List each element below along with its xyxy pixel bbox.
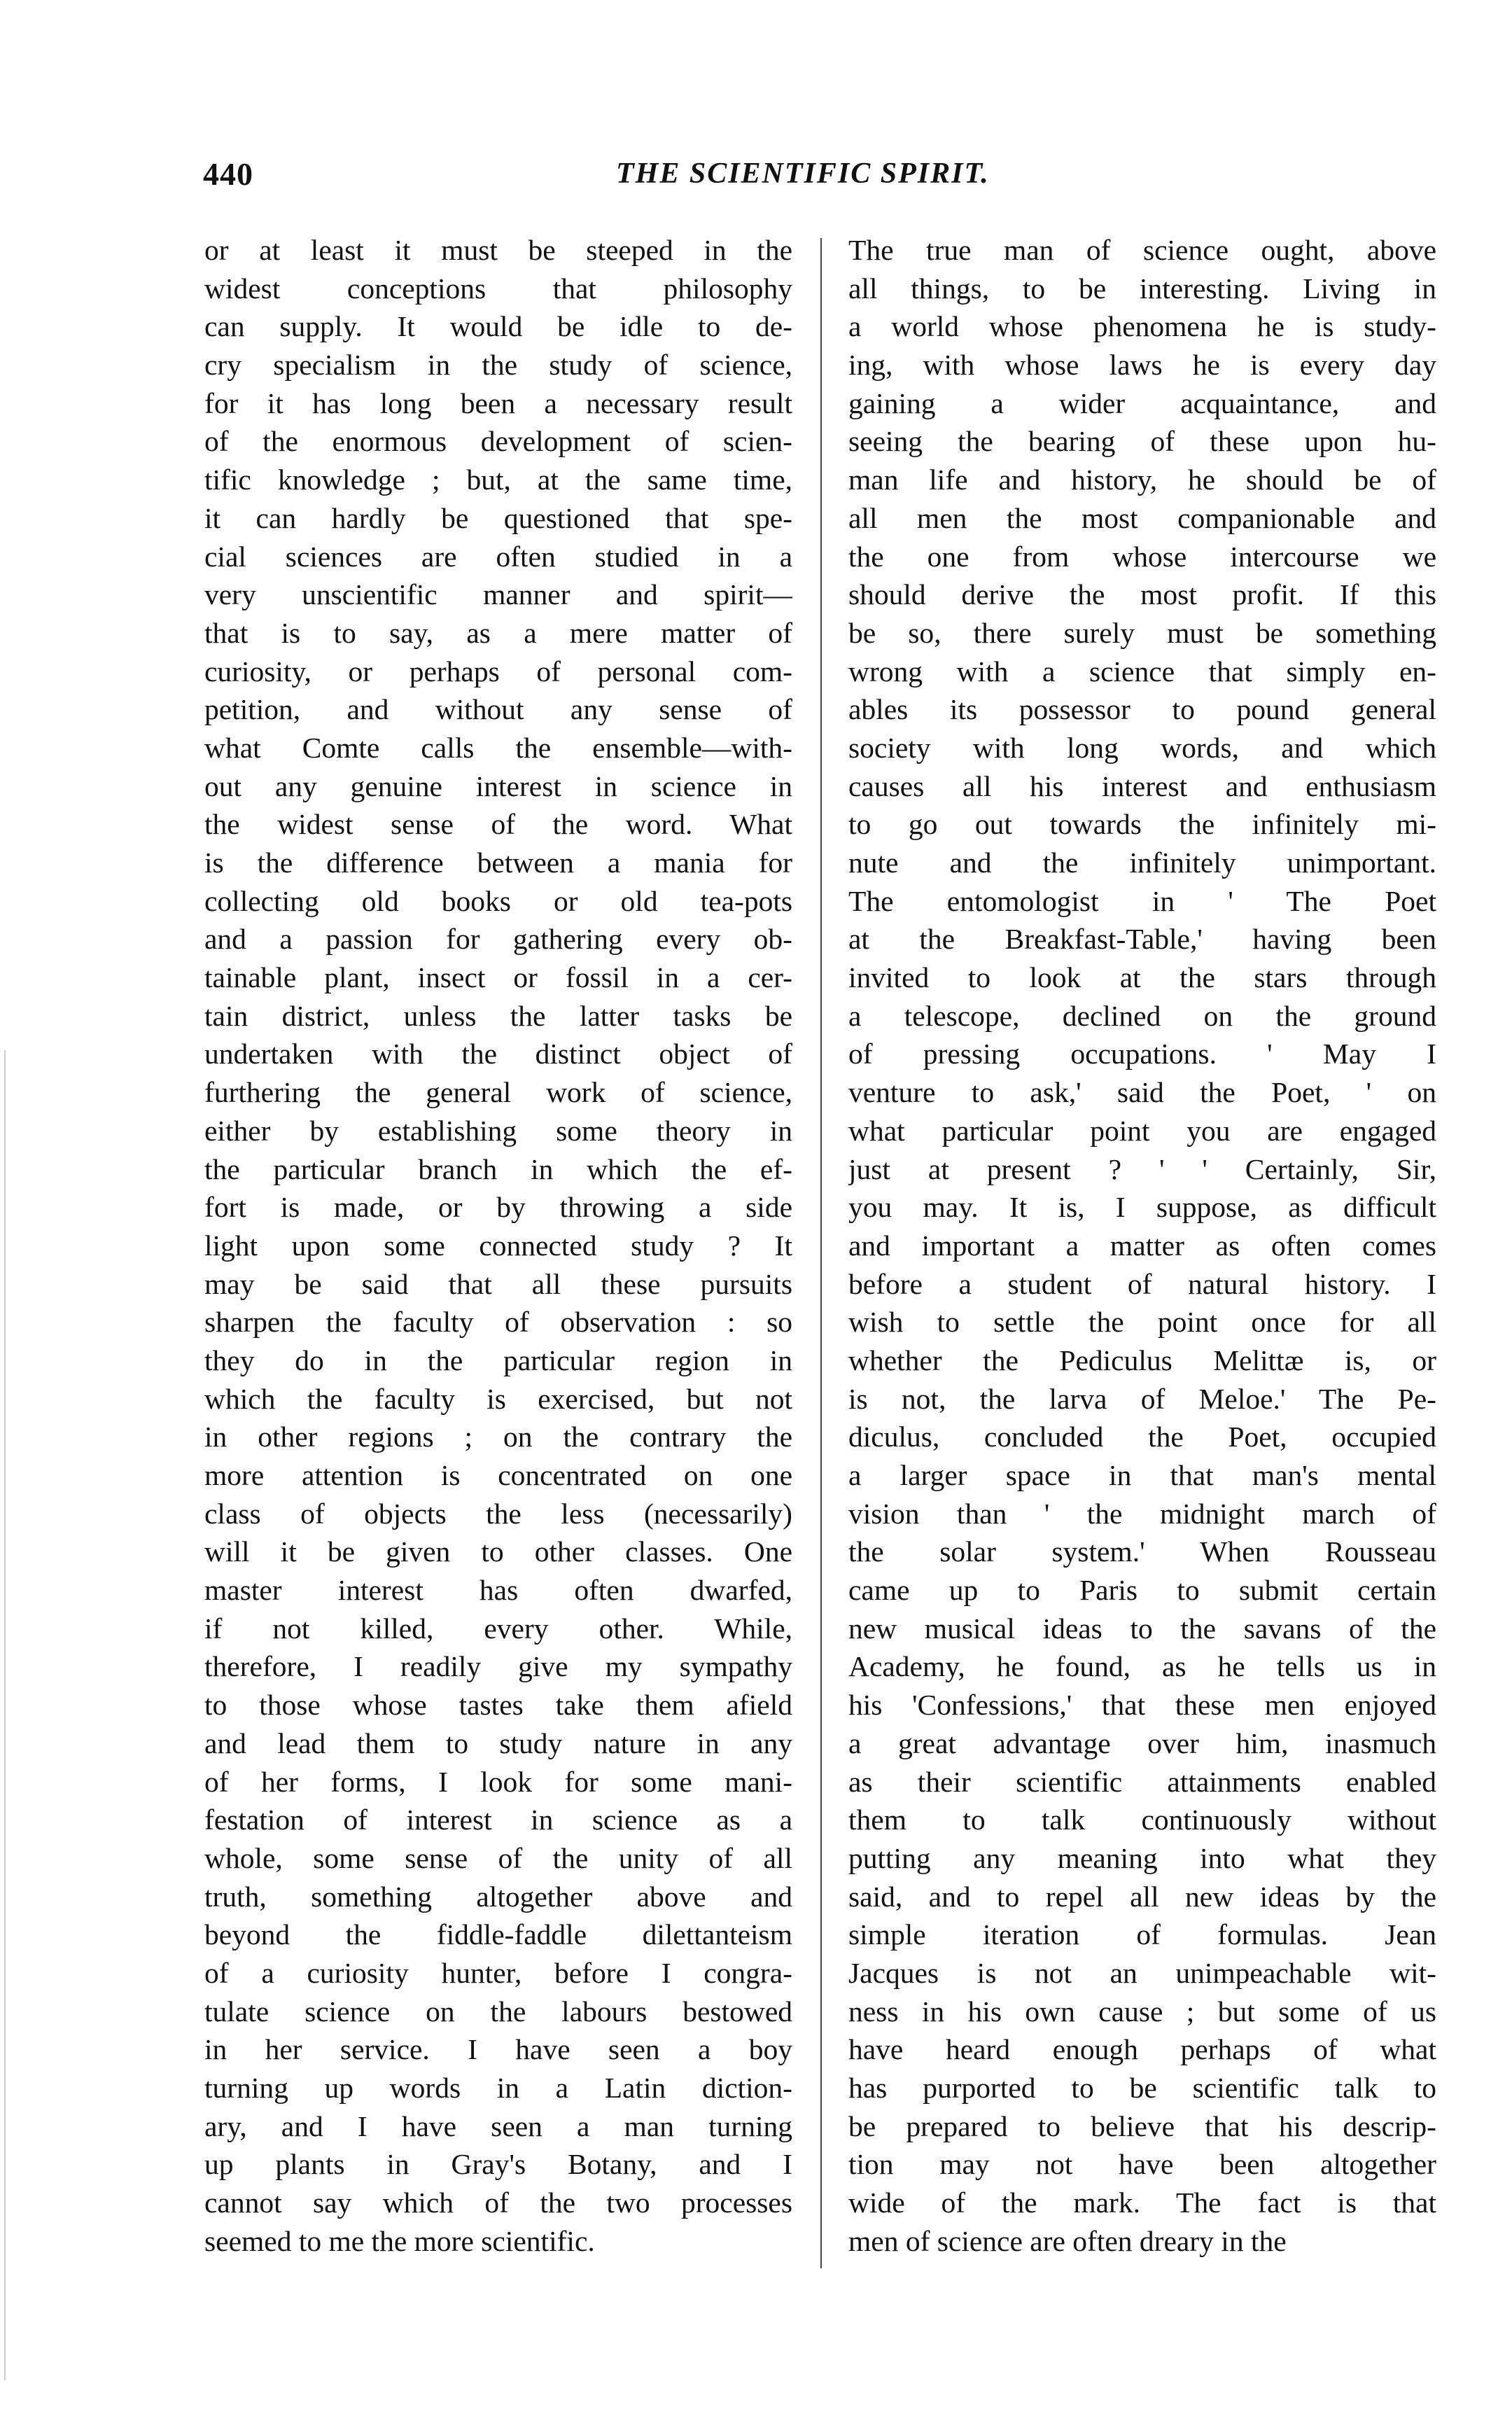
text-line: the one from whose intercourse we bbox=[848, 540, 1436, 573]
text-line: out any genuine interest in science in bbox=[204, 769, 792, 802]
text-line: vision than ' the midnight march of bbox=[848, 1497, 1436, 1530]
text-line: The entomologist in ' The Poet bbox=[848, 884, 1436, 917]
text-line: invited to look at the stars through bbox=[848, 961, 1436, 994]
text-line: said, and to repel all new ideas by the bbox=[848, 1880, 1436, 1913]
text-line: be so, there surely must be something bbox=[848, 616, 1436, 649]
text-line: the widest sense of the word. What bbox=[204, 808, 792, 841]
text-line: man life and history, he should be of bbox=[848, 463, 1436, 496]
text-line: to those whose tastes take them afield bbox=[204, 1689, 792, 1722]
text-line: petition, and without any sense of bbox=[204, 693, 792, 726]
text-line: will it be given to other classes. One bbox=[204, 1535, 792, 1568]
text-line: you may. It is, I suppose, as difficult bbox=[848, 1191, 1436, 1224]
text-line: whether the Pediculus Melittæ is, or bbox=[848, 1344, 1436, 1376]
text-line: sharpen the faculty of observation : so bbox=[204, 1306, 792, 1339]
text-line: and a passion for gathering every ob- bbox=[204, 923, 792, 956]
text-line: tainable plant, insect or fossil in a cer- bbox=[204, 961, 792, 994]
text-line: tific knowledge ; but, at the same time, bbox=[204, 463, 792, 496]
text-line: diculus, concluded the Poet, occupied bbox=[848, 1421, 1436, 1453]
text-line: the particular branch in which the ef- bbox=[204, 1152, 792, 1185]
text-line: ary, and I have seen a man turning bbox=[204, 2109, 792, 2142]
text-line: them to talk continuously without bbox=[848, 1803, 1436, 1836]
text-line: class of objects the less (necessarily) bbox=[204, 1497, 792, 1530]
text-line: wrong with a science that simply en- bbox=[848, 655, 1436, 688]
text-line: beyond the fiddle-faddle dilettanteism bbox=[204, 1918, 792, 1951]
text-line: his 'Confessions,' that these men enjoyed bbox=[848, 1689, 1436, 1722]
running-title: THE SCIENTIFIC SPIRIT. bbox=[616, 158, 990, 190]
text-line: the solar system.' When Rousseau bbox=[848, 1535, 1436, 1568]
text-line: ness in his own cause ; but some of us bbox=[848, 1995, 1436, 2028]
text-line: therefore, I readily give my sympathy bbox=[204, 1650, 792, 1683]
text-line: wish to settle the point once for all bbox=[848, 1306, 1436, 1339]
text-line: a great advantage over him, inasmuch bbox=[848, 1726, 1436, 1759]
text-line: men of science are often dreary in the bbox=[848, 2224, 1287, 2257]
text-line: wide of the mark. The fact is that bbox=[848, 2186, 1436, 2219]
text-line: has purported to be scientific talk to bbox=[848, 2072, 1436, 2104]
text-line: tain district, unless the latter tasks be bbox=[204, 999, 792, 1032]
text-line: more attention is concentrated on one bbox=[204, 1459, 792, 1491]
text-line: of a curiosity hunter, before I congra- bbox=[204, 1956, 792, 1989]
text-line: up plants in Gray's Botany, and I bbox=[204, 2148, 792, 2181]
text-line: of her forms, I look for some mani- bbox=[204, 1765, 792, 1798]
text-line: at the Breakfast-Table,' having been bbox=[848, 923, 1436, 956]
text-line: that is to say, as a mere matter of bbox=[204, 616, 792, 649]
text-line: of the enormous development of scien- bbox=[204, 425, 792, 458]
text-line: whole, some sense of the unity of all bbox=[204, 1841, 792, 1874]
text-line: tion may not have been altogether bbox=[848, 2148, 1436, 2181]
text-line: which the faculty is exercised, but not bbox=[204, 1382, 792, 1415]
text-line: what Comte calls the ensemble—with- bbox=[204, 731, 792, 764]
text-line: ables its possessor to pound general bbox=[848, 693, 1436, 726]
text-line: all things, to be interesting. Living in bbox=[848, 272, 1436, 305]
text-line: all men the most companionable and bbox=[848, 501, 1436, 534]
text-line: causes all his interest and enthusiasm bbox=[848, 769, 1436, 802]
text-line: before a student of natural history. I bbox=[848, 1267, 1436, 1300]
text-line: came up to Paris to submit certain bbox=[848, 1574, 1436, 1607]
text-line: either by establishing some theory in bbox=[204, 1114, 792, 1147]
text-line: society with long words, and which bbox=[848, 731, 1436, 764]
text-line: collecting old books or old tea-pots bbox=[204, 884, 792, 917]
text-line: a telescope, declined on the ground bbox=[848, 999, 1436, 1032]
text-line: putting any meaning into what they bbox=[848, 1841, 1436, 1874]
text-line: nute and the infinitely unimportant. bbox=[848, 846, 1436, 879]
right-text-column bbox=[848, 231, 1436, 2260]
text-line: cial sciences are often studied in a bbox=[204, 540, 792, 573]
text-line: very unscientific manner and spirit— bbox=[204, 578, 792, 611]
text-line: if not killed, every other. While, bbox=[204, 1612, 792, 1645]
text-line: seeing the bearing of these upon hu- bbox=[848, 425, 1436, 458]
text-line: truth, something altogether above and bbox=[204, 1880, 792, 1913]
text-line: or at least it must be steeped in the bbox=[204, 234, 792, 266]
text-line: for it has long been a necessary result bbox=[204, 386, 792, 419]
text-line: is not, the larva of Meloe.' The Pe- bbox=[848, 1382, 1436, 1415]
text-line: Academy, he found, as he tells us in bbox=[848, 1650, 1436, 1683]
text-line: as their scientific attainments enabled bbox=[848, 1765, 1436, 1798]
text-line: should derive the most profit. If this bbox=[848, 578, 1436, 611]
text-line: may be said that all these pursuits bbox=[204, 1267, 792, 1300]
text-line: fort is made, or by throwing a side bbox=[204, 1191, 792, 1224]
text-line: it can hardly be questioned that spe- bbox=[204, 501, 792, 534]
text-line: curiosity, or perhaps of personal com- bbox=[204, 655, 792, 688]
text-line: cannot say which of the two processes bbox=[204, 2186, 792, 2219]
scan-edge-mark bbox=[4, 1050, 6, 2380]
text-line: can supply. It would be idle to de- bbox=[204, 310, 792, 343]
column-divider bbox=[820, 238, 822, 2268]
text-line: is the difference between a mania for bbox=[204, 846, 792, 879]
page-number: 440 bbox=[203, 156, 253, 192]
text-line: in other regions ; on the contrary the bbox=[204, 1421, 792, 1453]
text-line: master interest has often dwarfed, bbox=[204, 1574, 792, 1607]
text-line: festation of interest in science as a bbox=[204, 1803, 792, 1836]
text-line: what particular point you are engaged bbox=[848, 1114, 1436, 1147]
text-line: simple iteration of formulas. Jean bbox=[848, 1918, 1436, 1951]
text-line: tulate science on the labours bestowed bbox=[204, 1995, 792, 2028]
text-line: cry specialism in the study of science, bbox=[204, 349, 792, 382]
text-line: turning up words in a Latin diction- bbox=[204, 2072, 792, 2104]
text-line: they do in the particular region in bbox=[204, 1344, 792, 1376]
text-line: just at present ? ' ' Certainly, Sir, bbox=[848, 1152, 1436, 1185]
text-line: gaining a wider acquaintance, and bbox=[848, 386, 1436, 419]
text-line: be prepared to believe that his descrip- bbox=[848, 2109, 1436, 2142]
text-line: new musical ideas to the savans of the bbox=[848, 1612, 1436, 1645]
text-line: to go out towards the infinitely mi- bbox=[848, 808, 1436, 841]
text-line: and important a matter as often comes bbox=[848, 1229, 1436, 1262]
text-line: ing, with whose laws he is every day bbox=[848, 349, 1436, 382]
text-line: have heard enough perhaps of what bbox=[848, 2033, 1436, 2066]
text-line: seemed to me the more scientific. bbox=[204, 2224, 595, 2257]
text-line: in her service. I have seen a boy bbox=[204, 2033, 792, 2066]
text-line: light upon some connected study ? It bbox=[204, 1229, 792, 1262]
text-line: The true man of science ought, above bbox=[848, 234, 1436, 266]
text-line: venture to ask,' said the Poet, ' on bbox=[848, 1076, 1436, 1109]
text-line: Jacques is not an unimpeachable wit- bbox=[848, 1956, 1436, 1989]
left-text-column bbox=[204, 231, 792, 2260]
text-line: and lead them to study nature in any bbox=[204, 1726, 792, 1759]
text-line: of pressing occupations. ' May I bbox=[848, 1038, 1436, 1070]
text-line: a world whose phenomena he is study- bbox=[848, 310, 1436, 343]
text-line: a larger space in that man's mental bbox=[848, 1459, 1436, 1491]
text-line: furthering the general work of science, bbox=[204, 1076, 792, 1109]
text-line: undertaken with the distinct object of bbox=[204, 1038, 792, 1070]
text-line: widest conceptions that philosophy bbox=[204, 272, 792, 305]
page-header bbox=[203, 155, 1463, 197]
